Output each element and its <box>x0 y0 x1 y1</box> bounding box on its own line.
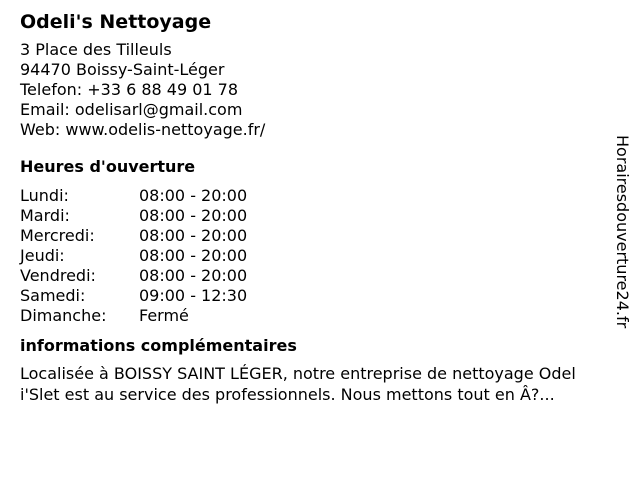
hours-row-tuesday <box>20 206 610 226</box>
hours-day: Mercredi: <box>20 226 95 245</box>
info-line-1: Localisée à BOISSY SAINT LÉGER, notre entreprise de nettoyage Odel <box>20 364 576 383</box>
info-description <box>20 363 630 405</box>
phone-line: Telefon: +33 6 88 49 01 78 <box>20 80 239 99</box>
hours-row-wednesday <box>20 226 610 246</box>
hours-time: Fermé <box>139 306 189 325</box>
hours-time: 08:00 - 20:00 <box>139 206 248 225</box>
info-line-2: i'Slet est au service des professionnels. Nous mettons tout en Â?... <box>20 385 555 404</box>
hours-day: Samedi: <box>20 286 86 305</box>
address-block <box>20 40 610 140</box>
business-info-card <box>20 10 610 405</box>
hours-day: Vendredi: <box>20 266 96 285</box>
hours-day: Lundi: <box>20 186 69 205</box>
address-street: 3 Place des Tilleuls <box>20 40 172 59</box>
hours-time: 09:00 - 12:30 <box>139 286 248 305</box>
web-line: Web: www.odelis-nettoyage.fr/ <box>20 120 266 139</box>
hours-day: Dimanche: <box>20 306 107 325</box>
hours-time: 08:00 - 20:00 <box>139 266 248 285</box>
hours-row-saturday <box>20 286 610 306</box>
hours-heading: Heures d'ouverture <box>20 157 196 176</box>
hours-time: 08:00 - 20:00 <box>139 226 248 245</box>
hours-time: 08:00 - 20:00 <box>139 246 248 265</box>
address-city: 94470 Boissy-Saint-Léger <box>20 60 225 79</box>
hours-row-thursday <box>20 246 610 266</box>
hours-time: 08:00 - 20:00 <box>139 186 248 205</box>
hours-row-sunday <box>20 306 610 326</box>
site-watermark: Horairesdouverture24.fr <box>613 135 632 329</box>
info-heading: informations complémentaires <box>20 336 297 355</box>
hours-table <box>20 186 610 326</box>
business-name: Odeli's Nettoyage <box>20 11 212 33</box>
hours-day: Mardi: <box>20 206 70 225</box>
email-line: Email: odelisarl@gmail.com <box>20 100 243 119</box>
hours-row-friday <box>20 266 610 286</box>
hours-row-monday <box>20 186 610 206</box>
hours-day: Jeudi: <box>20 246 65 265</box>
